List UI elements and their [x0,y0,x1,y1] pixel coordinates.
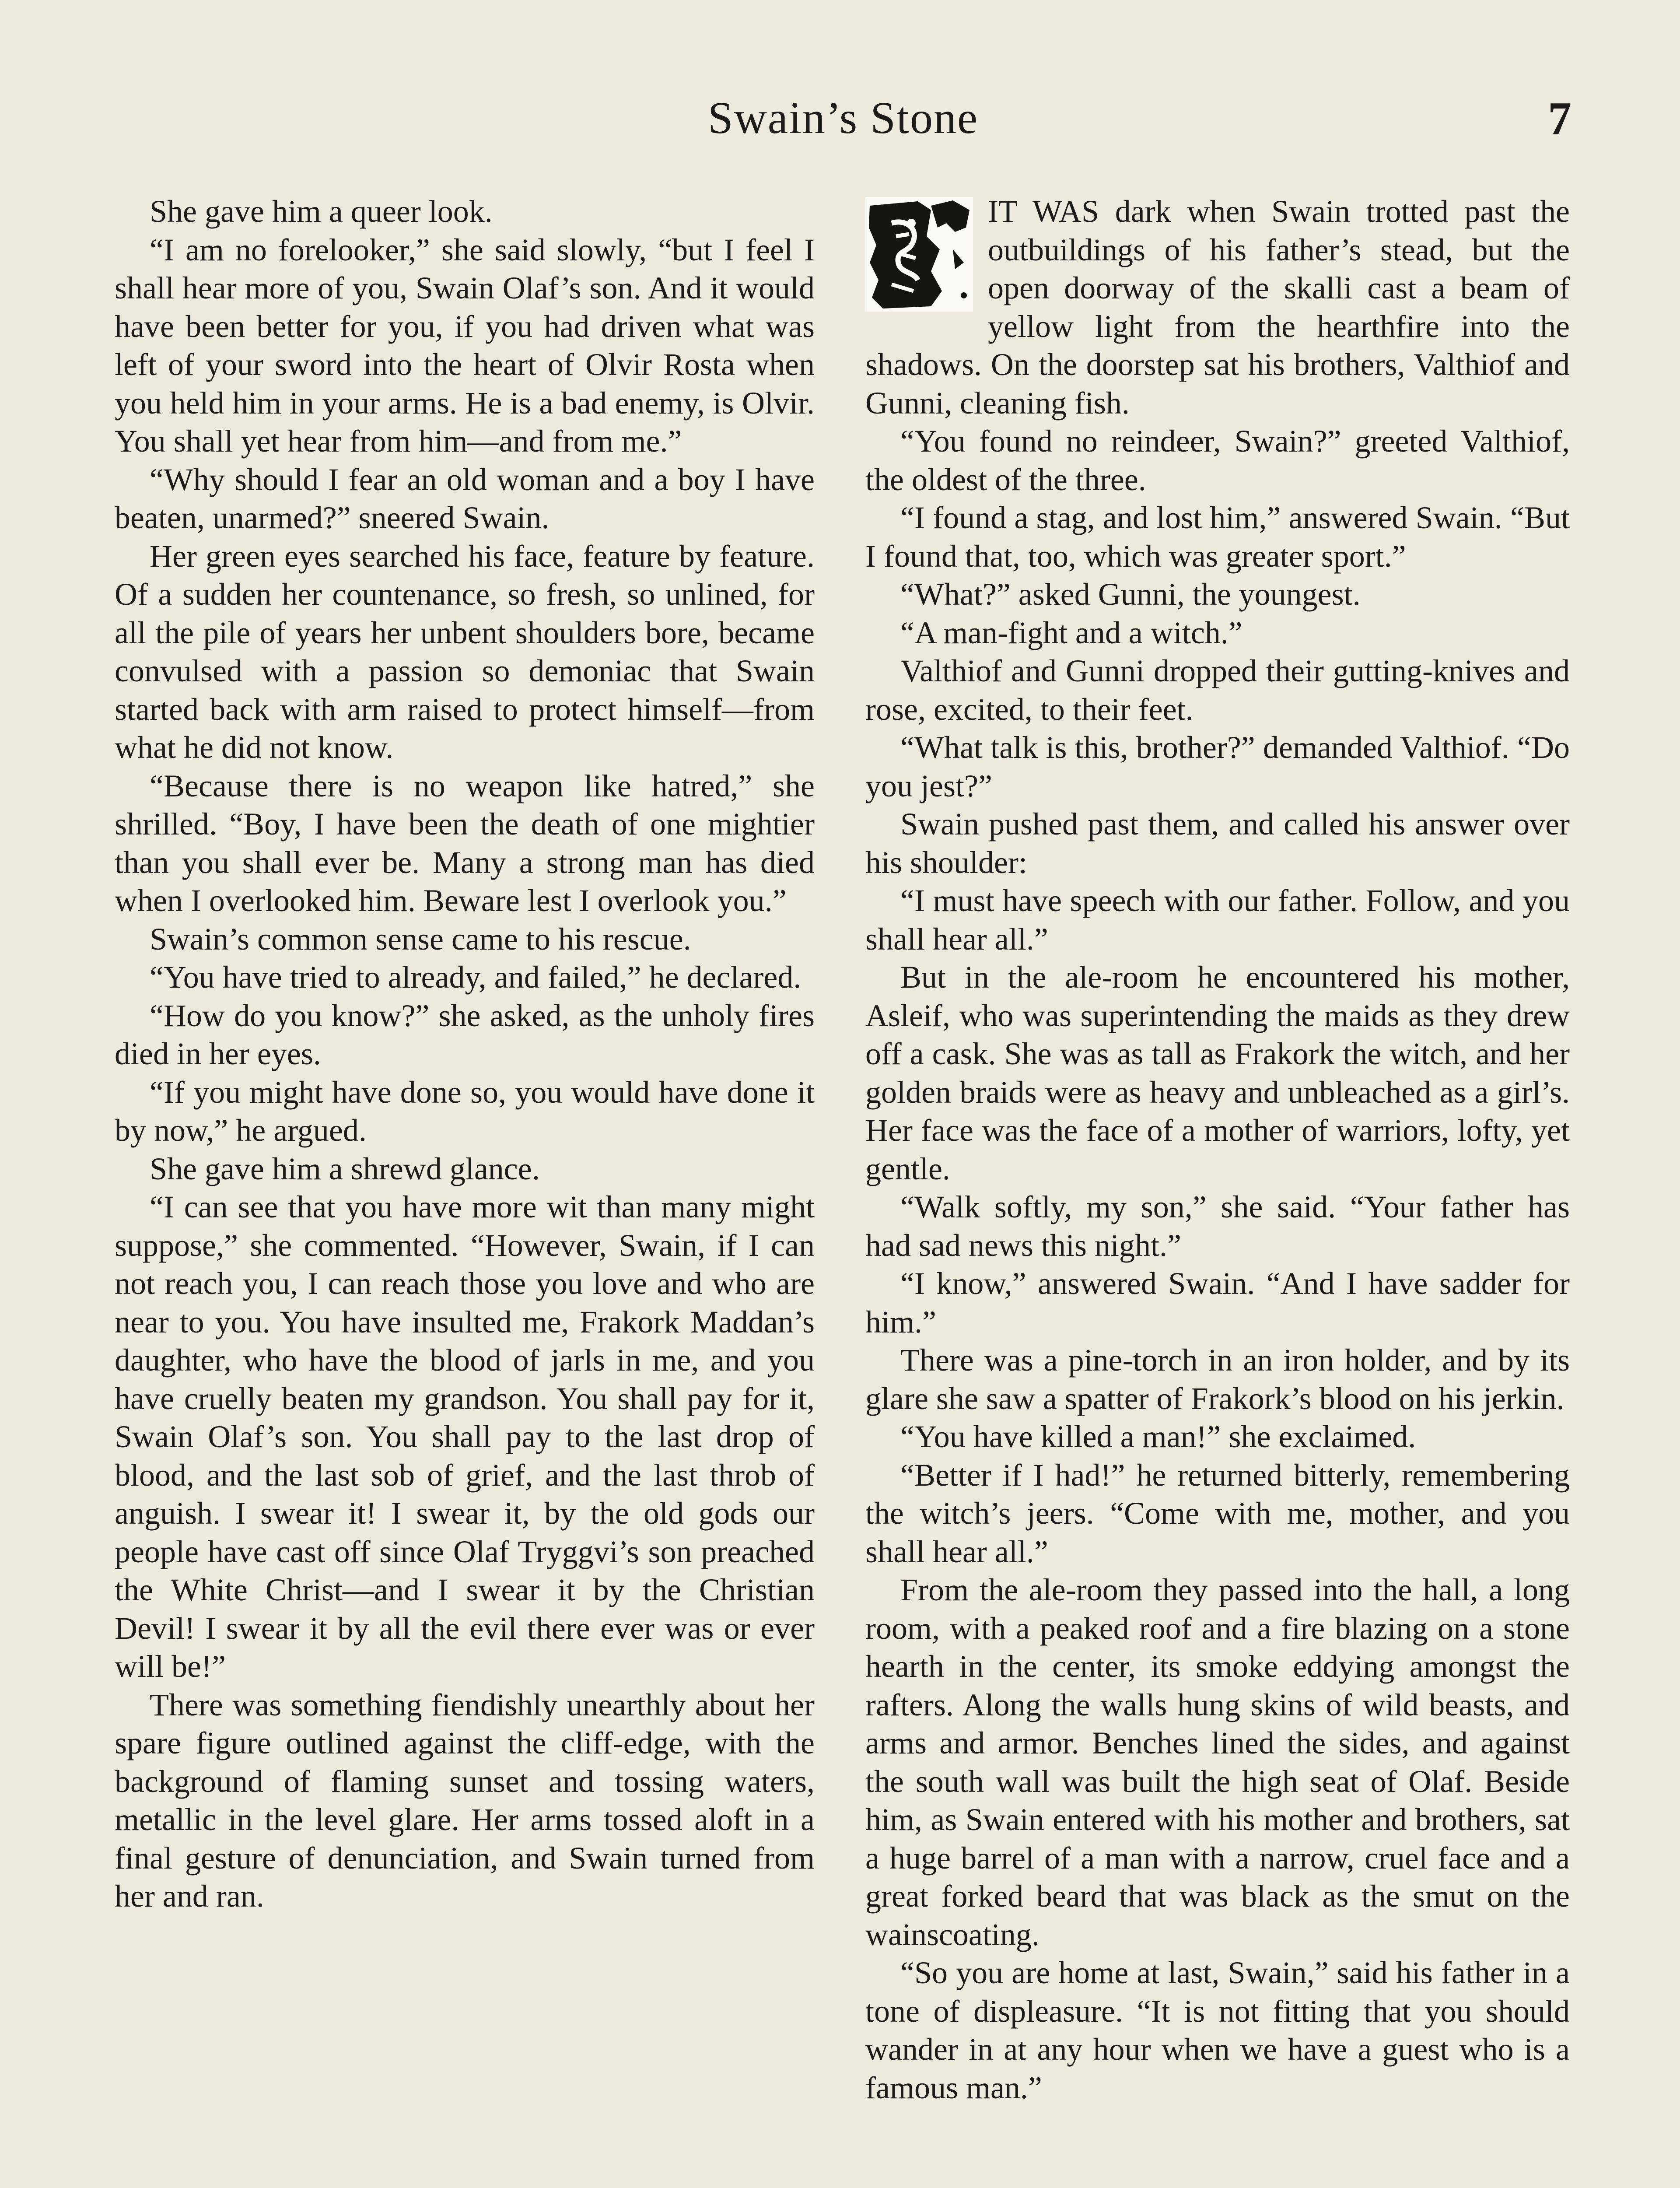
page-number: 7 [1548,93,1572,145]
ornamental-initial-icon [865,197,973,312]
paragraph: “If you might have done so, you would have done it by now,” he argued. [115,1074,815,1148]
paragraph: “Walk softly, my son,” she said. “Your father has had sad news this night.” [865,1189,1570,1263]
paragraph: There was something fiendishly unearthly about her spare figure outlined against the cliff-edge, with the background of flaming sunset and tossing waters, metallic in the level glare. Her arms tossed aloft in a final gesture of denunciation, and Swain turned from her and ran. [115,1687,815,1914]
paragraph: “Because there is no weapon like hatred,” she shrilled. “Boy, I have been the death of one mightier than you shall ever be. Many a strong man has died when I overlooked him. Beware lest I overlook you.” [115,768,815,918]
right-column [865,193,1570,2107]
paragraph: Swain’s common sense came to his rescue. [150,921,691,957]
paragraph: From the ale-room they passed into the hall, a long room, with a peaked roof and a fire blazing on a stone hearth in the center, its smoke eddying amongst the rafters. Along the walls hung skins of wild beasts, and arms and armor. Benches lined the sides, and against the south wall was built the high seat of Olaf. Beside him, as Swain entered with his mother and brothers, sat a huge barrel of a man with a narrow, cruel face and a great forked beard that was black as the smut on the wainscoating. [865,1572,1570,1952]
paragraph: “What?” asked Gunni, the youngest. [900,577,1361,612]
page-header [115,92,1572,158]
paragraph: “What talk is this, brother?” demanded Valthiof. “Do you jest?” [865,730,1570,803]
paragraph: “I found a stag, and lost him,” answered Swain. “But I found that, too, which was greater sport.” [865,500,1570,574]
paragraph: “Better if I had!” he returned bitterly, remembering the witch’s jeers. “Come with me, mother, and you shall hear all.” [865,1457,1570,1569]
left-column [115,193,815,1916]
paragraph: “How do you know?” she asked, as the unholy fires died in her eyes. [115,998,815,1071]
paragraph: There was a pine-torch in an iron holder, and by its glare she saw a spatter of Frakork’s blood on his jerkin. [865,1343,1570,1416]
paragraph: “I know,” answered Swain. “And I have sadder for him.” [865,1266,1570,1339]
paragraph: She gave him a queer look. [150,194,493,229]
running-title: Swain’s Stone [707,93,979,143]
paragraph: “I can see that you have more wit than many might suppose,” she commented. “However, Swain, if I can not reach you, I can reach those you love and who are near to you. You have insulted me, Frakork Maddan’s daughter, who have the blood of jarls in me, and you have cruelly beaten my grandson. You shall pay for it, Swain Olaf’s son. You shall pay to the last drop of blood, and the last sob of grief, and the last throb of anguish. I swear it! I swear it, by the old gods our people have cast off since Olaf Tryggvi’s son preached the White Christ—and I swear it by the Christian Devil! I swear it by all the evil there ever was or ever will be!” [115,1189,815,1684]
paragraph: Her green eyes searched his face, feature by feature. Of a sudden her countenance, so fresh, so unlined, for all the pile of years her unbent shoulders bore, became convulsed with a passion so demoniac that Swain started back with arm raised to protect himself—from what he did not know. [115,538,815,765]
paragraph: “You have killed a man!” she exclaimed. [900,1419,1416,1454]
paragraph: “I am no forelooker,” she said slowly, “but I feel I shall hear more of you, Swain Olaf’s son. And it would have been better for you, if you had driven what was left of your sword into the heart of Olvir Rosta when you held him in your arms. He is a bad enemy, is Olvir. You shall yet hear from him—and from me.” [115,232,815,459]
paragraph: “So you are home at last, Swain,” said his father in a tone of displeasure. “It is not fitting that you should wander in at any hour when we have a guest who is a famous man.” [865,1955,1570,2105]
paragraph: “You found no reindeer, Swain?” greeted Valthiof, the oldest of the three. [865,424,1570,497]
paragraph: She gave him a shrewd glance. [150,1151,540,1186]
paragraph: “I must have speech with our father. Follow, and you shall hear all.” [865,883,1570,957]
paragraph: “Why should I fear an old woman and a boy I have beaten, unarmed?” sneered Swain. [115,462,815,535]
paragraph: Swain pushed past them, and called his answer over his shoulder: [865,806,1570,880]
paragraph: Valthiof and Gunni dropped their gutting-knives and rose, excited, to their feet. [865,653,1570,727]
paragraph: “A man-fight and a witch.” [900,615,1242,650]
paragraph: “You have tried to already, and failed,” he declared. [150,960,802,995]
paragraph: But in the ale-room he encountered his mother, Asleif, who was superintending the maids as they drew off a cask. She was as tall as Frakork the witch, and her golden braids were as heavy and unbleached as a girl’s. Her face was the face of a mother of warriors, lofty, yet gentle. [865,960,1570,1186]
chapter-opening-paragraph: IT WAS dark when Swain trotted past the outbuildings of his father’s stead, but the open doorway of the skalli cast a beam of yellow light from the hearthfire into the shadows. On the doorstep sat his brothers, Valthiof and Gunni, cleaning fish. [865,194,1570,421]
chapter-opening [865,193,1570,422]
